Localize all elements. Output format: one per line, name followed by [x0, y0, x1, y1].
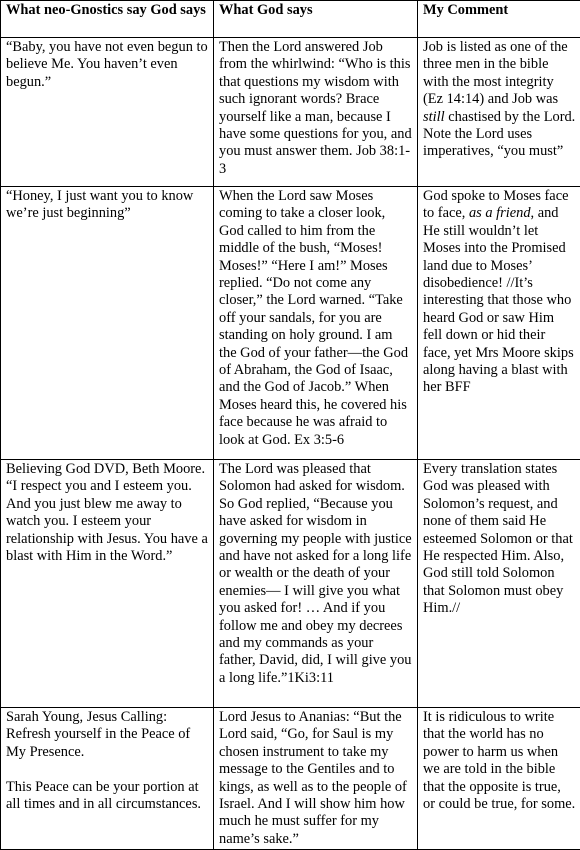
cell-paragraph: This Peace can be your portion at all times and in all circumstances.	[6, 779, 209, 814]
column-header-what-god-says: What God says	[214, 1, 418, 38]
cell-paragraph: It is ridiculous to write that the world has no power to harm us when we are told in the bible that the opposite is true, or could be true, for some.	[423, 709, 576, 813]
comment-cell	[418, 460, 580, 708]
cell-paragraph: The Lord was pleased that Solomon had asked for wisdom. So God replied, “Because you have asked for wisdom in governing my people with justice and have not asked for a long life or wealth or the death of your enemies— I will give you what you asked for! … And if you follow me and obey my decrees and my commands as your father, David, did, I will give you a long life.”1Ki3:11	[219, 461, 413, 687]
scripture-cell	[214, 460, 418, 708]
table-header-row	[1, 1, 580, 38]
neo-gnostic-quote-cell	[1, 460, 214, 708]
cell-paragraph: Every translation states God was pleased with Solomon’s request, and none of them said He esteemed Solomon or that He respected Him. Also, God still told Solomon that Solomon must obey Him.//	[423, 461, 576, 618]
comment-cell	[418, 38, 580, 187]
cell-paragraph: Then the Lord answered Job from the whirlwind: “Who is this that questions my wisdom with such ignorant words? Brace yourself like a man, because I have some questions for you, and you must answer them. Job 38:1-3	[219, 39, 413, 178]
cell-paragraph: “Honey, I just want you to know we’re just beginning”	[6, 188, 209, 223]
cell-paragraph: Sarah Young, Jesus Calling: Refresh yourself in the Peace of My Presence.	[6, 709, 209, 761]
table-row	[1, 460, 580, 708]
neo-gnostic-quote-cell	[1, 708, 214, 850]
emphasis-text: as a friend	[469, 205, 531, 221]
comment-cell	[418, 708, 580, 850]
cell-paragraph: Believing God DVD, Beth Moore. “I respect you and I esteem you. And you just blew me away to watch you. I esteem your relationship with Jesus. You have a blast with Him in the Word.”	[6, 461, 209, 565]
cell-paragraph: Job is listed as one of the three men in the bible with the most integrity (Ez 14:14) and Job was still chastised by the Lord. Note the Lord uses imperatives, “you must”	[423, 39, 576, 161]
column-header-my-comment: My Comment	[418, 1, 580, 38]
table-row	[1, 187, 580, 460]
cell-paragraph: “Baby, you have not even begun to believe Me. You haven’t even begun.”	[6, 39, 209, 91]
neo-gnostic-quote-cell	[1, 187, 214, 460]
cell-paragraph: When the Lord saw Moses coming to take a closer look, God called to him from the middle of the bush, “Moses! Moses!” “Here I am!” Moses replied. “Do not come any closer,” the Lord warned. “Take off your sandals, for you are standing on holy ground. I am the God of your father—the God of Abraham, the God of Isaac, and the God of Jacob.” When Moses heard this, he covered his face because he was afraid to look at God. Ex 3:5-6	[219, 188, 413, 449]
cell-paragraph: Lord Jesus to Ananias: “But the Lord said, “Go, for Saul is my chosen instrument to take my message to the Gentiles and to kings, as well as to the people of Israel. And I will show him how much he must suffer for my name’s sake.”	[219, 709, 413, 848]
scripture-cell	[214, 38, 418, 187]
comment-cell	[418, 187, 580, 460]
scripture-cell	[214, 708, 418, 850]
scripture-cell	[214, 187, 418, 460]
table-row	[1, 38, 580, 187]
column-header-neo-gnostics: What neo-Gnostics say God says	[1, 1, 214, 38]
cell-paragraph: God spoke to Moses face to face, as a friend, and He still wouldn’t let Moses into the Promised land due to Moses’ disobedience! //It’s interesting that those who heard God or saw Him fell down or hid their face, yet Mrs Moore skips along having a blast with her BFF	[423, 188, 576, 397]
neo-gnostic-quote-cell	[1, 38, 214, 187]
emphasis-text: still	[423, 109, 445, 125]
table-row	[1, 708, 580, 850]
